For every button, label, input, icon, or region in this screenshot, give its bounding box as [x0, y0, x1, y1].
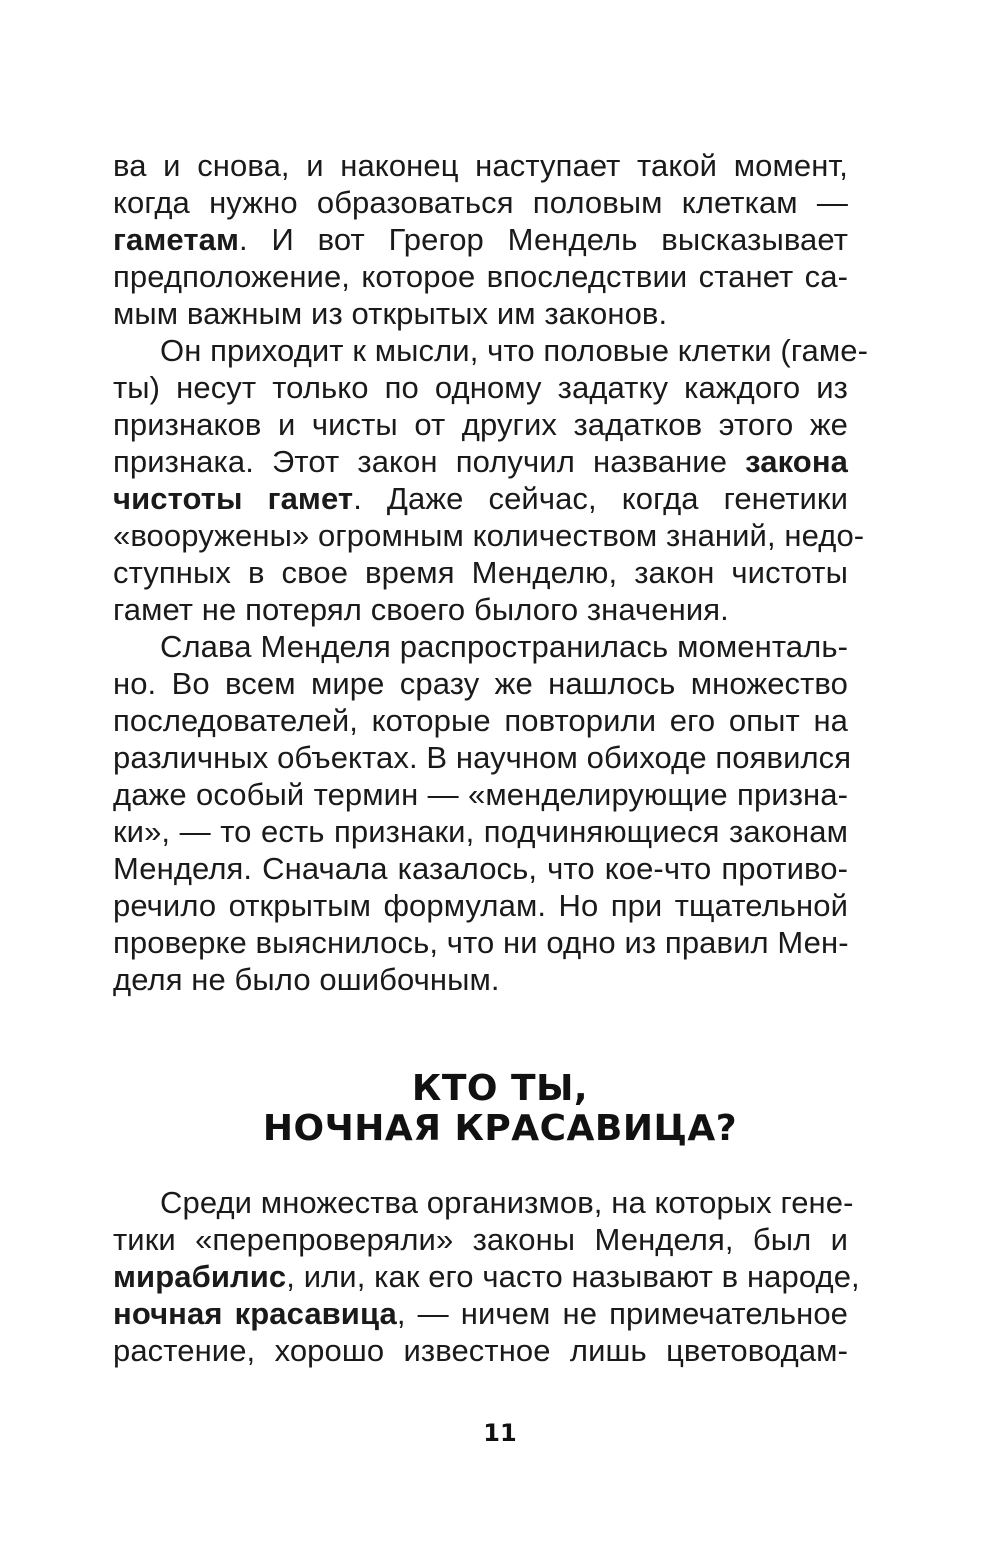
paragraph-2-line-5 — [113, 480, 848, 517]
paragraph-4-line-3-text: , или, как его часто называют в народе, — [286, 1259, 860, 1294]
paragraph-4-line-4 — [113, 1295, 848, 1332]
section-heading-line-2: НОЧНАЯ КРАСАВИЦА? — [262, 1108, 738, 1149]
page-number: 11 — [483, 1419, 517, 1447]
paragraph-4-line-4-text: , — ничем не примечательное — [396, 1296, 849, 1331]
paragraph-3-line-8: речило открытым формулам. Но при тщательной — [113, 888, 848, 923]
term-gametes: гаметам — [113, 222, 239, 257]
paragraph-3-line-5: даже особый термин — «менделирующие призна- — [113, 777, 848, 812]
paragraph-1-line-1: ва и снова, и наконец наступает такой момент, — [113, 148, 848, 183]
paragraph-3-line-10: деля не было ошибочным. — [113, 962, 500, 997]
paragraph-2-line-5-text: . Даже сейчас, когда генетики — [353, 481, 848, 516]
paragraph-4-line-3 — [113, 1258, 860, 1295]
paragraph-4-line-5: растение, хорошо известное лишь цветоводам- — [113, 1333, 848, 1368]
paragraph-1-line-5: мым важным из открытых им законов. — [113, 296, 668, 331]
paragraph-2-line-3: признаков и чисты от других задатков этого же — [113, 407, 848, 442]
paragraph-3-line-4: различных объектах. В научном обиходе появился — [113, 740, 852, 775]
paragraph-1-line-3-text: . И вот Грегор Мендель высказывает — [238, 222, 848, 257]
term-mirabilis: мирабилис — [113, 1259, 287, 1294]
paragraph-2-line-2: ты) несут только по одному задатку каждого из — [113, 370, 848, 405]
paragraph-2-line-4 — [113, 443, 848, 480]
paragraph-4-line-2: тики «перепроверяли» законы Менделя, был и — [113, 1222, 848, 1257]
paragraph-3-line-1: Слава Менделя распространилась моменталь- — [160, 629, 848, 664]
paragraph-3-line-2: но. Во всем мире сразу же нашлось множество — [113, 666, 848, 701]
paragraph-1-line-4: предположение, которое впоследствии станет са- — [113, 259, 848, 294]
paragraph-1-line-3 — [113, 221, 848, 258]
paragraph-2-line-7: ступных в свое время Менделю, закон чистоты — [113, 555, 848, 590]
term-night-beauty: ночная красавица — [113, 1296, 397, 1331]
paragraph-3-line-6: ки», — то есть признаки, подчиняющиеся законам — [113, 814, 848, 849]
paragraph-3-line-7: Менделя. Сначала казалось, что кое-что противо- — [113, 851, 848, 886]
paragraph-4-line-1: Среди множества организмов, на которых гене- — [160, 1185, 854, 1220]
paragraph-2-line-8: гамет не потерял своего былого значения. — [113, 592, 729, 627]
paragraph-2-line-4-text: признака. Этот закон получил название — [113, 444, 746, 479]
term-gamete-purity: чистоты гамет — [113, 481, 354, 516]
paragraph-3-line-9: проверке выяснилось, что ни одно из правил Мен- — [113, 925, 849, 960]
section-heading-line-1: КТО ТЫ, — [411, 1068, 589, 1109]
paragraph-2-line-1: Он приходит к мысли, что половые клетки (гаме- — [160, 333, 869, 368]
term-law: закона — [745, 444, 848, 479]
paragraph-3-line-3: последователей, которые повторили его опыт на — [113, 703, 848, 738]
paragraph-2-line-6: «вооружены» огромным количеством знаний, недо- — [113, 518, 865, 553]
paragraph-1-line-2: когда нужно образоваться половым клеткам — — [113, 185, 848, 220]
